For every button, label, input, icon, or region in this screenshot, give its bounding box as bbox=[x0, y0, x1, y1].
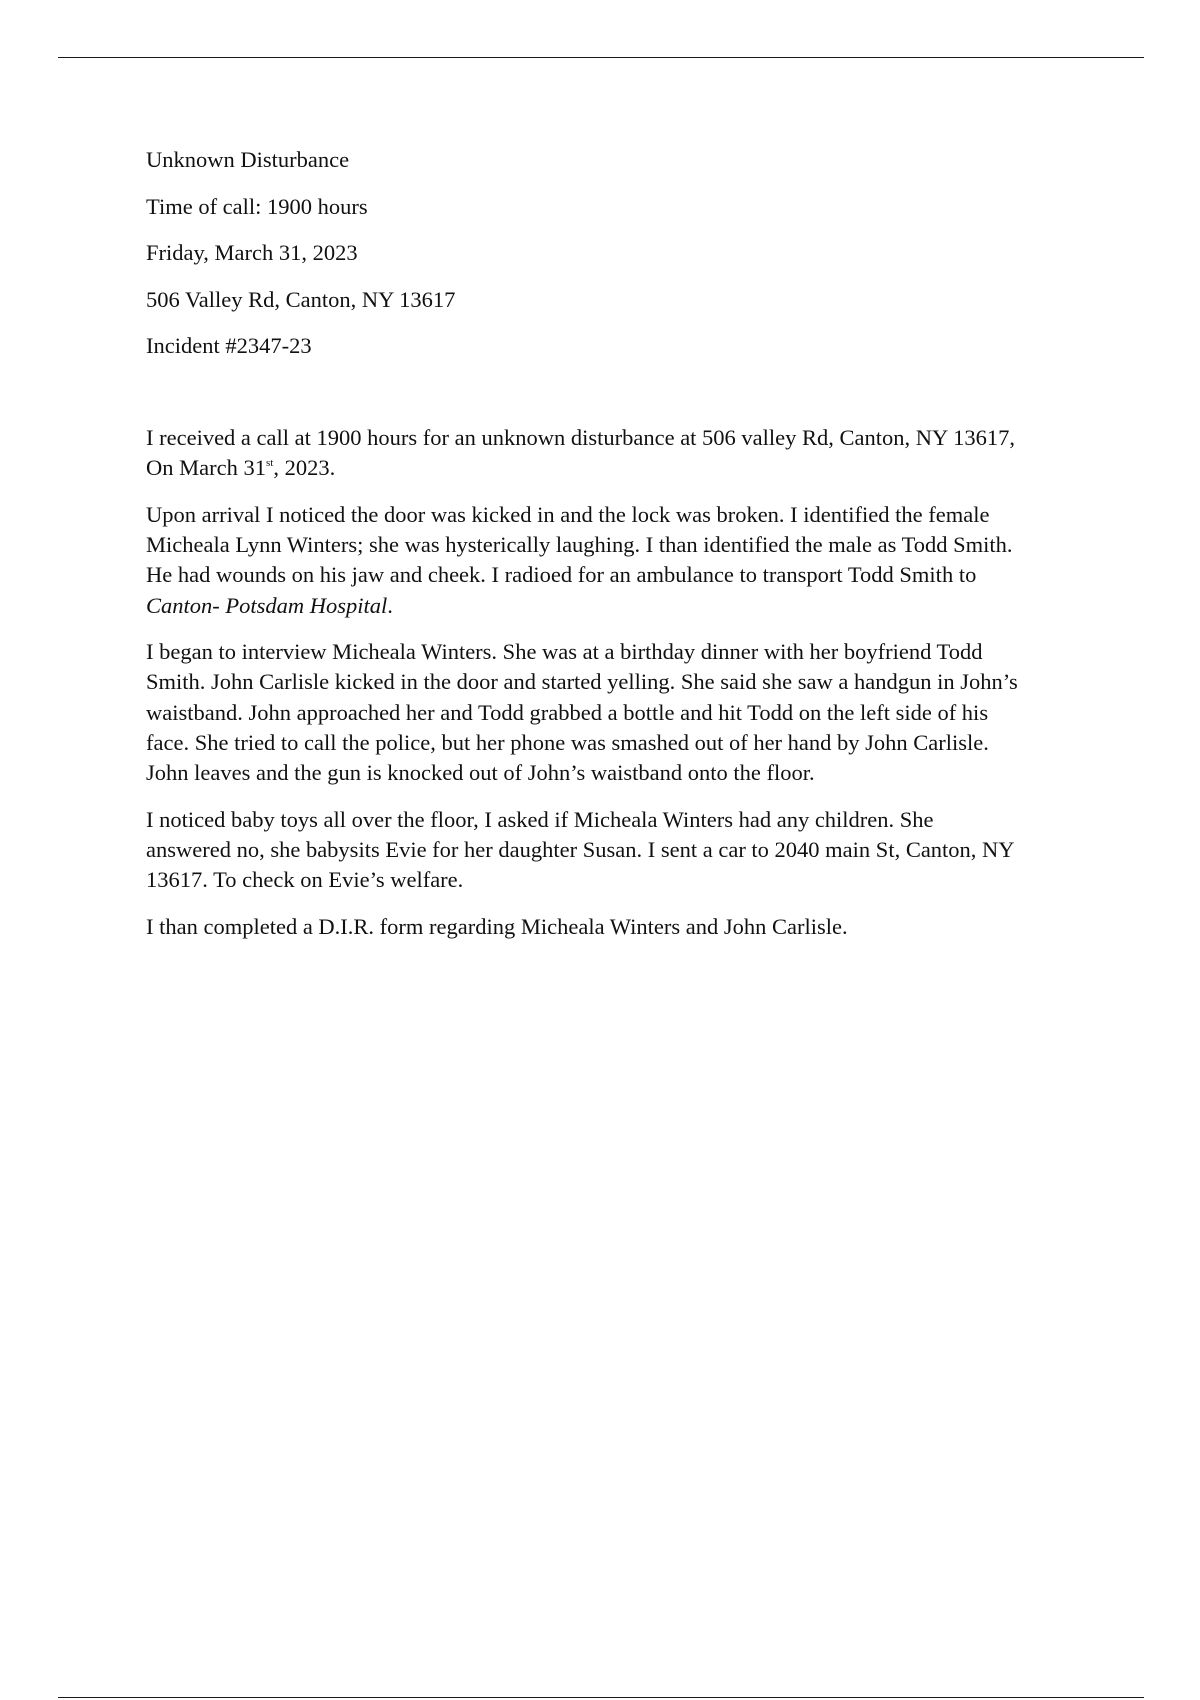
text-line: I received a call at 1900 hours for an unknown disturbance at 506 valley Rd, Canton, NY 13617, bbox=[146, 425, 1015, 450]
text-fragment: , 2023. bbox=[273, 455, 336, 481]
text-line: I began to interview Micheala Winters. She was at a birthday dinner with her boyfriend Todd bbox=[146, 639, 983, 665]
incident-address: 506 Valley Rd, Canton, NY 13617 bbox=[146, 286, 456, 312]
text-line: I noticed baby toys all over the floor, I asked if Micheala Winters had any children. She bbox=[146, 806, 934, 832]
text-line: I than completed a D.I.R. form regarding Micheala Winters and John Carlisle. bbox=[146, 913, 848, 939]
text-line: Upon arrival I noticed the door was kicked in and the lock was broken. I identified the female bbox=[146, 501, 990, 527]
report-header bbox=[146, 145, 1126, 378]
report-body bbox=[146, 423, 1106, 959]
ordinal-suffix: st bbox=[265, 457, 274, 470]
text-fragment: On March 31 bbox=[146, 455, 266, 481]
bottom-rule bbox=[58, 1697, 1144, 1698]
text-line: John leaves and the gun is knocked out of John’s waistband onto the floor. bbox=[146, 760, 815, 786]
text-line: face. She tried to call the police, but her phone was smashed out of her hand by John Carlisle. bbox=[146, 729, 989, 755]
text-line bbox=[146, 591, 1106, 621]
text-line: He had wounds on his jaw and cheek. I radioed for an ambulance to transport Todd Smith to bbox=[146, 562, 977, 588]
paragraph-welfare-check bbox=[146, 805, 1106, 896]
report-date: Friday, March 31, 2023 bbox=[146, 240, 358, 266]
text-line: 13617. To check on Evie’s welfare. bbox=[146, 867, 464, 893]
text-line: Smith. John Carlisle kicked in the door and started yelling. She said she saw a handgun in John’s bbox=[146, 669, 1018, 695]
text-line: answered no, she babysits Evie for her daughter Susan. I sent a car to 2040 main St, Canton, NY bbox=[146, 836, 1015, 862]
incident-number: Incident #2347-23 bbox=[146, 333, 312, 359]
hospital-name: Canton- Potsdam Hospital bbox=[146, 592, 388, 618]
top-rule bbox=[58, 57, 1144, 58]
paragraph-call-received bbox=[146, 423, 1106, 483]
text-line: Micheala Lynn Winters; she was hysterically laughing. I than identified the male as Todd Smith. bbox=[146, 532, 1013, 558]
time-of-call: Time of call: 1900 hours bbox=[146, 193, 368, 219]
paragraph-arrival bbox=[146, 500, 1106, 621]
text-line bbox=[146, 453, 1106, 483]
paragraph-interview bbox=[146, 637, 1106, 788]
paragraph-dir-form bbox=[146, 912, 1106, 942]
report-title: Unknown Disturbance bbox=[146, 147, 350, 172]
text-line: waistband. John approached her and Todd grabbed a bottle and hit Todd on the left side of his bbox=[146, 699, 989, 725]
text-fragment: . bbox=[387, 592, 393, 618]
